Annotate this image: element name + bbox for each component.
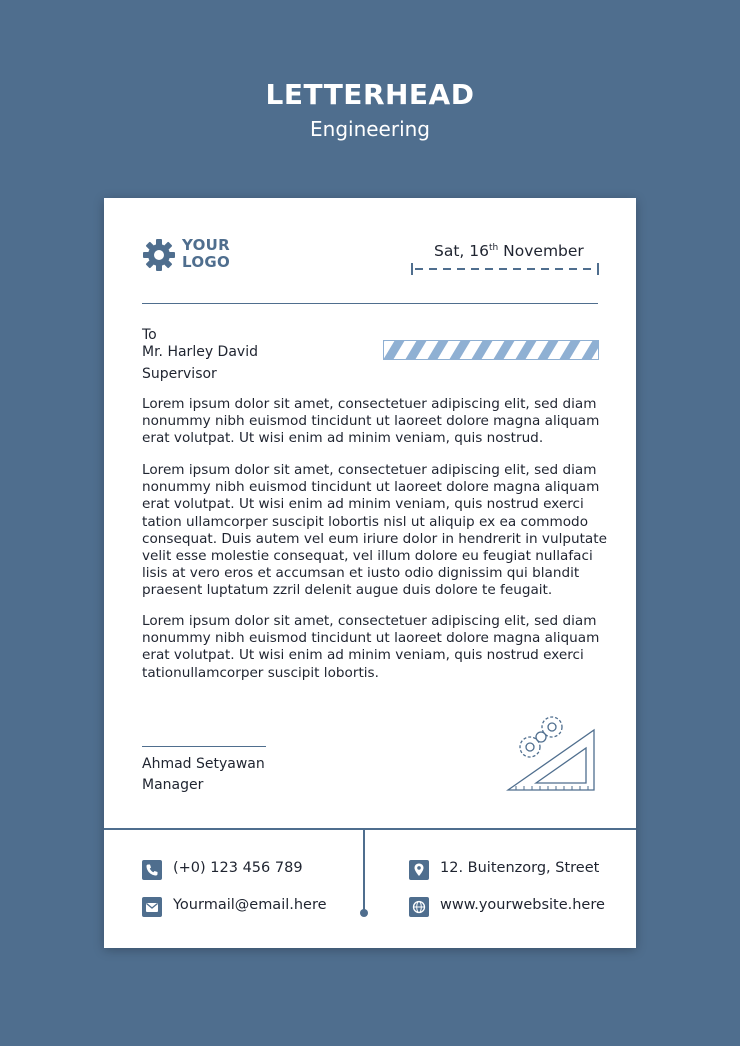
recipient-title: Supervisor xyxy=(142,366,217,382)
signature-name: Ahmad Setyawan xyxy=(142,756,265,772)
logo-line-2: LOGO xyxy=(182,253,231,271)
body-paragraph-2: Lorem ipsum dolor sit amet, consectetuer adipiscing elit, sed diam nonummy nibh euismod tincidunt ut laoreet dolore magna aliquam erat volutpat. Ut wisi enim ad minim veniam, quis nostrud exerci tation ullamcorper suscipit lobortis nisl ut aliquip ex ea commodo consequat. Duis autem vel eum iriure dolor in hendrerit in vulputate velit esse molestie consequat, vel illum dolore eu feugiat nullafaci lisis at vero eros et accumsan et iusto odio dignissim qui blandit praesent luptatum zzril delenit augue duis dolore te feugait. xyxy=(142,462,607,599)
date-day: Sat, 16 xyxy=(434,242,489,260)
contact-address: 12. Buitenzorg, Street xyxy=(440,860,600,876)
recipient-to-label: To xyxy=(142,327,157,343)
recipient-name: Mr. Harley David xyxy=(142,344,258,360)
page-title: LETTERHEAD xyxy=(265,78,475,111)
gear-triangle-illustration xyxy=(506,711,598,793)
footer-divider-dot xyxy=(360,909,368,917)
contact-phone[interactable]: (+0) 123 456 789 xyxy=(173,860,303,876)
striped-bar xyxy=(383,340,599,360)
body-paragraph-3: Lorem ipsum dolor sit amet, consectetuer adipiscing elit, sed diam nonummy nibh euismod tincidunt ut laoreet dolore magna aliquam erat volutpat. Ut wisi enim ad minim veniam, quis nostrud exerci tationullamcorper suscipit lobortis. xyxy=(142,613,600,681)
contact-website[interactable]: www.yourwebsite.here xyxy=(440,897,605,913)
logo-text xyxy=(182,237,230,271)
page-subtitle: Engineering xyxy=(310,117,430,141)
signature-role: Manager xyxy=(142,777,204,793)
logo xyxy=(142,236,252,280)
body-paragraph-1: Lorem ipsum dolor sit amet, consectetuer adipiscing elit, sed diam nonummy nibh euismod tincidunt ut laoreet dolore magna aliquam erat volutpat. Ut wisi enim ad minim veniam, quis nostrud. xyxy=(142,396,600,447)
letter-paper xyxy=(104,198,636,948)
gear-icon xyxy=(142,238,176,272)
date-dashed-rule xyxy=(410,262,600,276)
letter-date xyxy=(434,242,584,260)
mail-icon xyxy=(142,897,162,917)
phone-icon xyxy=(142,860,162,880)
date-month: November xyxy=(498,242,584,260)
location-pin-icon xyxy=(409,860,429,880)
logo-line-1: YOUR xyxy=(182,236,231,254)
globe-icon xyxy=(409,897,429,917)
signature-line xyxy=(142,746,266,747)
date-ordinal: th xyxy=(489,242,499,253)
contact-email[interactable]: Yourmail@email.here xyxy=(173,897,327,913)
footer-divider xyxy=(104,828,636,830)
header-divider xyxy=(142,303,598,304)
footer-vertical-divider xyxy=(363,830,365,912)
